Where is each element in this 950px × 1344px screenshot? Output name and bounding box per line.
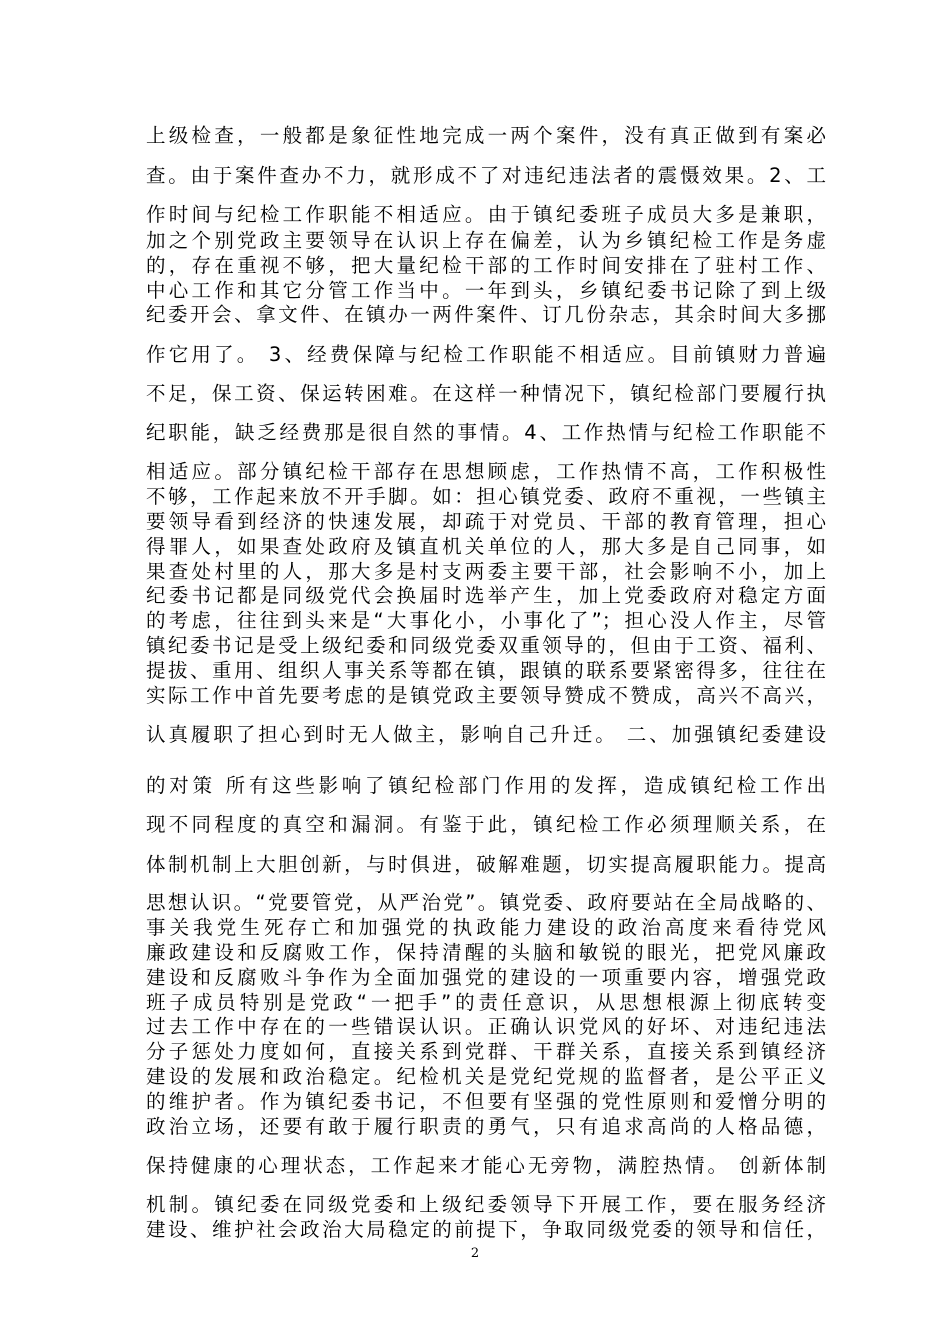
text-line: 镇纪委书记是受上级纪委和同级党委双重领导的，但由于工资、福利、 (146, 634, 826, 657)
text-line: 事关我党生死存亡和加强党的执政能力建设的政治高度来看待党风 (146, 916, 826, 939)
text-line: 体制机制上大胆创新，与时俱进，破解难题，切实提高履职能力。提高 (146, 853, 826, 876)
text-line: 加之个别党政主要领导在认识上存在偏差，认为乡镇纪检工作是务虚 (146, 229, 826, 252)
text-line: 现不同程度的真空和漏洞。有鉴于此，镇纪检工作必须理顺关系，在 (146, 813, 826, 836)
text-line: 建设、维护社会政治大局稳定的前提下，争取同级党委的领导和信任， (146, 1218, 826, 1241)
text-line: 机制。镇纪委在同级党委和上级纪委领导下开展工作，要在服务经济 (146, 1193, 826, 1216)
text-line: 认真履职了担心到时无人做主，影响自己升迁。 二、加强镇纪委建设 (146, 723, 826, 746)
text-line: 纪委书记都是同级党代会换届时选举产生，加上党委政府对稳定方面 (146, 584, 826, 607)
text-line: 的对策 所有这些影响了镇纪检部门作用的发挥，造成镇纪检工作出 (146, 774, 826, 797)
text-line: 果查处村里的人，那大多是村支两委主要干部，社会影响不小，加上 (146, 560, 826, 583)
text-line: 廉政建设和反腐败工作，保持清醒的头脑和敏锐的眼光，把党风廉政 (146, 941, 826, 964)
text-line: 思想认识。“党要管党，从严治党”。镇党委、政府要站在全局战略的、 (146, 891, 826, 914)
text-line: 的维护者。作为镇纪委书记，不但要有坚强的党性原则和爱憎分明的 (146, 1090, 826, 1113)
text-line: 不够，工作起来放不开手脚。如：担心镇党委、政府不重视，一些镇主 (146, 485, 826, 508)
text-line: 提拔、重用、组织人事关系等都在镇，跟镇的联系要紧密得多，往往在 (146, 659, 826, 682)
text-line: 政治立场，还要有敢于履行职责的勇气，只有追求高尚的人格品德， (146, 1115, 826, 1138)
text-line: 实际工作中首先要考虑的是镇党政主要领导赞成不赞成，高兴不高兴， (146, 684, 826, 707)
text-line: 分子惩处力度如何，直接关系到党群、干群关系，直接关系到镇经济 (146, 1040, 826, 1063)
text-line: 作它用了。 3、经费保障与纪检工作职能不相适应。目前镇财力普遍 (146, 343, 826, 366)
text-line: 建设和反腐败斗争作为全面加强党的建设的一项重要内容，增强党政 (146, 966, 826, 989)
text-line: 要领导看到经济的快速发展，却疏于对党员、干部的教育管理，担心 (146, 510, 826, 533)
page-number: 2 (470, 1246, 480, 1261)
text-line: 作时间与纪检工作职能不相适应。由于镇纪委班子成员大多是兼职， (146, 203, 826, 226)
text-line: 建设的发展和政治稳定。纪检机关是党纪党规的监督者，是公平正义 (146, 1065, 826, 1088)
text-line: 查。由于案件查办不力，就形成不了对违纪违法者的震慑效果。2、工 (146, 164, 826, 187)
text-line: 的，存在重视不够，把大量纪检干部的工作时间安排在了驻村工作、 (146, 254, 826, 277)
text-line: 的考虑，往往到头来是“大事化小，小事化了”；担心没人作主，尽管 (146, 609, 826, 632)
text-line: 中心工作和其它分管工作当中。一年到头，乡镇纪委书记除了到上级 (146, 279, 826, 302)
text-line: 相适应。部分镇纪检干部存在思想顾虑，工作热情不高，工作积极性 (146, 460, 826, 483)
text-line: 上级检查，一般都是象征性地完成一两个案件，没有真正做到有案必 (146, 124, 826, 147)
text-line: 不足，保工资、保运转困难。在这样一种情况下，镇纪检部门要履行执 (146, 382, 826, 405)
text-line: 过去工作中存在的一些错误认识。正确认识党风的好坏、对违纪违法 (146, 1015, 826, 1038)
text-line: 纪委开会、拿文件、在镇办一两件案件、订几份杂志，其余时间大多挪 (146, 303, 826, 326)
text-line: 班子成员特别是党政“一把手”的责任意识，从思想根源上彻底转变 (146, 991, 826, 1014)
text-line: 得罪人，如果查处政府及镇直机关单位的人，那大多是自己同事，如 (146, 535, 826, 558)
text-line: 保持健康的心理状态，工作起来才能心无旁物，满腔热情。 创新体制 (146, 1154, 826, 1177)
text-line: 纪职能，缺乏经费那是很自然的事情。4、工作热情与纪检工作职能不 (146, 421, 826, 444)
